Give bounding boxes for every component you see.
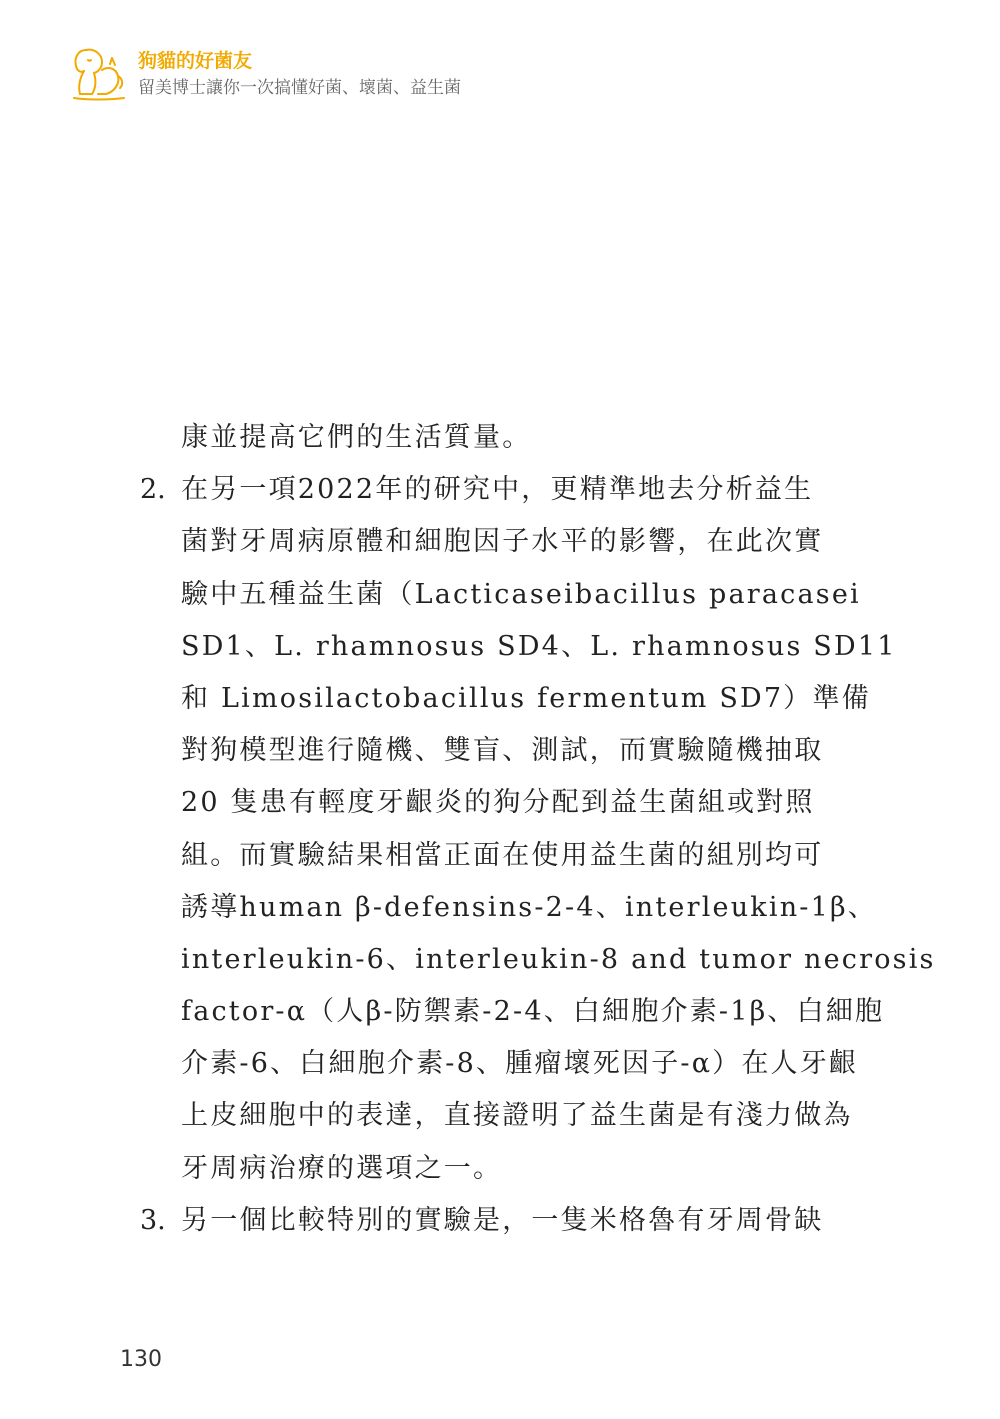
text-line: 介素-6、白細胞介素-8、腫瘤壞死因子-α）在人牙齦 [181, 1048, 859, 1080]
book-subtitle: 留美博士讓你一次搞懂好菌、壞菌、益生菌 [138, 78, 461, 98]
text-line: 菌對牙周病原體和細胞因子水平的影響，在此次實 [181, 526, 824, 558]
text-line: factor-α（人β-防禦素-2-4、白細胞介素-1β、白細胞 [181, 996, 885, 1028]
text-line: 驗中五種益生菌（Lacticaseibacillus paracasei [181, 578, 861, 610]
body-text [140, 412, 936, 1247]
list-item-2-line [140, 464, 850, 516]
list-item-3-line [140, 1195, 850, 1247]
text-line: 另一個比較特別的實驗是，一隻米格魯有牙周骨缺 [181, 1204, 824, 1236]
book-title: 狗貓的好菌友 [138, 50, 253, 72]
text-line: 和 Limosilactobacillus fermentum SD7）準備 [181, 682, 871, 714]
dog-cat-outline-icon [66, 40, 130, 104]
text-line: 誘導human β-defensins-2-4、interleukin-1β、 [181, 891, 878, 923]
text-line: 對狗模型進行隨機、雙盲、測試，而實驗隨機抽取 [181, 735, 824, 767]
text-line: 組。而實驗結果相當正面在使用益生菌的組別均可 [181, 839, 824, 871]
list-number: 3. [140, 1204, 166, 1236]
text-line: 在另一項2022年的研究中，更精準地去分析益生 [181, 474, 814, 506]
text-line: 康並提高它們的生活質量。 [181, 422, 532, 453]
text-line: 上皮細胞中的表達，直接證明了益生菌是有淺力做為 [181, 1100, 853, 1132]
list-number: 2. [140, 474, 166, 506]
text-line: 20 隻患有輕度牙齦炎的狗分配到益生菌組或對照 [181, 787, 815, 819]
text-line: interleukin-6、interleukin-8 and tumor necrosis [181, 943, 936, 975]
page-number: 130 [120, 1347, 162, 1372]
text-line: 牙周病治療的選項之一。 [181, 1152, 503, 1184]
running-header [66, 40, 586, 104]
text-line: SD1、L. rhamnosus SD4、L. rhamnosus SD11 [181, 630, 897, 662]
